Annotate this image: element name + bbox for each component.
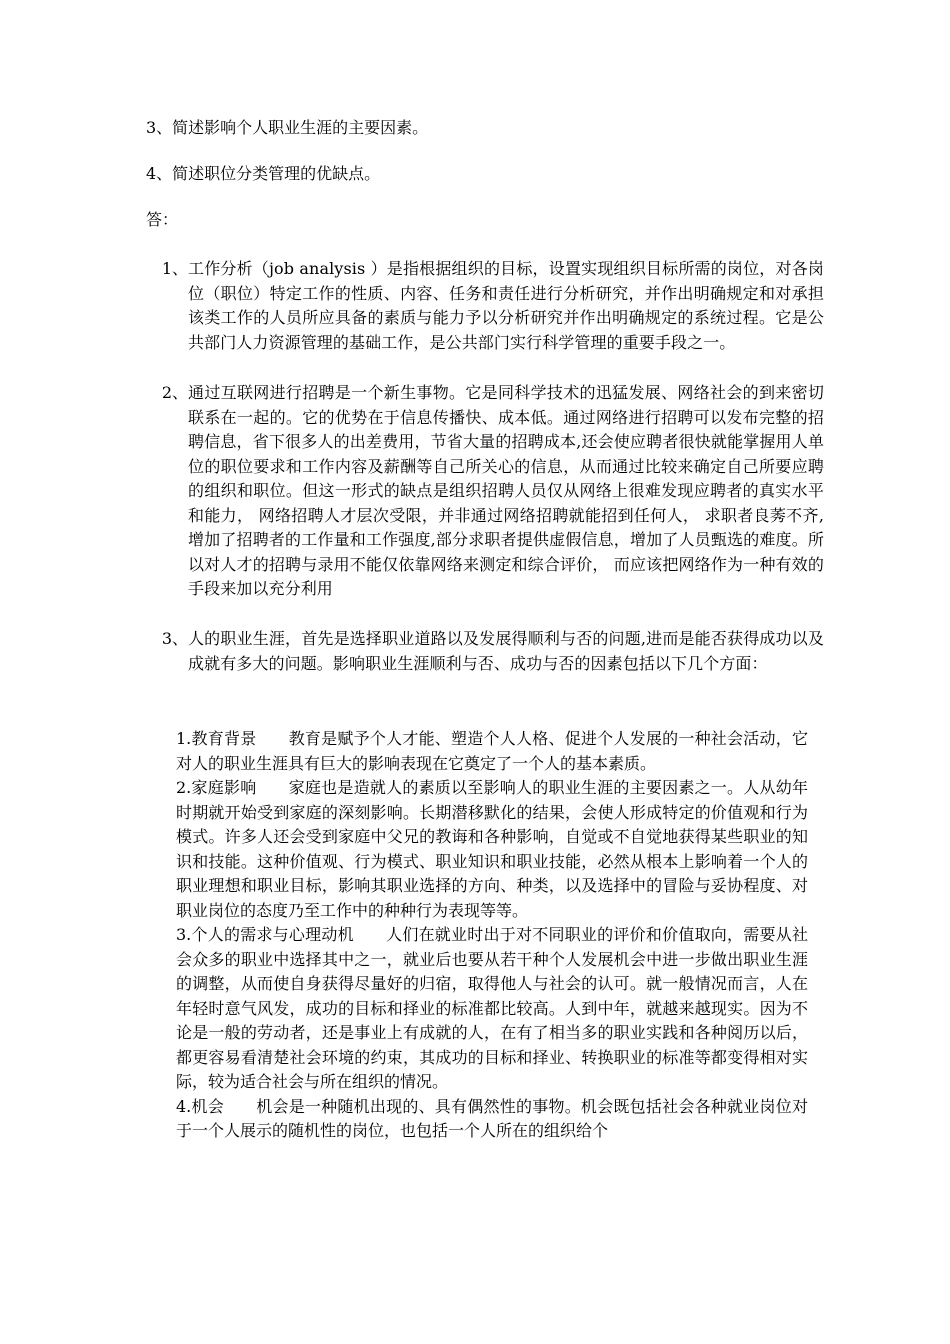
factor-heading: 3.个人的需求与心理动机 <box>176 925 354 944</box>
factor-heading: 4.机会 <box>176 1096 224 1116</box>
factor-text: 家庭也是造就人的素质以至影响人的职业生涯的主要因素之一。人从幼年时期就开始受到家庭的深刻影响。长期潜移默化的结果，会使人形成特定的价值观和行为模式。许多人还会受到家庭中父兄的教诲和各种影响，自觉或不自觉地获得某些职业的知识和技能。这种价值观、行为模式、职业知识和职业技能，必然从根本上影响着一个人的职业理想和职业目标，影响其职业选择的方向、种类，以及选择中的冒险与妥协程度、对职业岗位的态度乃至工作中的种种行为表现等等。 <box>176 778 808 920</box>
answer-text: 通过互联网进行招聘是一个新生事物。它是同科学技术的迅猛发展、网络社会的到来密切联系在一起的。它的优势在于信息传播快、成本低。通过网络进行招聘可以发布完整的招聘信息，省下很多人的出差费用，节省大量的招聘成本,还会使应聘者很快就能掌握用人单位的职位要求和工作内容及薪酬等自己所关心的信息，从而通过比较来确定自己所要应聘的组织和职位。但这一形式的缺点是组织招聘人员仅从网络上很难发现应聘者的真实水平和能力， 网络招聘人才层次受限，并非通过网络招聘就能招到任何人， 求职者良莠不齐,增加了招聘者的工作量和工作强度,部分求职者提供虚假信息，增加了人员甄选的难度。所以对人才的招聘与录用不能仅依靠网络来测定和综合评价， 而应该把网络作为一种有效的手段来加以充分利用 <box>188 383 824 598</box>
answer-number: 2、 <box>161 383 188 402</box>
answer-item-3 <box>148 627 828 676</box>
factor-text: 人们在就业时出于对不同职业的评价和价值取向，需要从社会众多的职业中选择其中之一，就业后也要从若干种个人发展机会中进一步做出职业生涯的调整，从而使自身获得尽量好的归宿，取得他人与社会的认可。就一般情况而言，人在年轻时意气风发，成功的目标和择业的标准都比较高。人到中年，就越来越现实。因为不论是一般的劳动者，还是事业上有成就的人，在有了相当多的职业实践和各种阅历以后，都更容易看清楚社会环境的约束，其成功的目标和择业、转换职业的标准等都变得相对实际，较为适合社会与所在组织的情况。 <box>176 925 808 1091</box>
question-4: 4、简述职位分类管理的优缺点。 <box>146 164 381 183</box>
factor-list <box>176 727 808 1144</box>
answer-text: 工作分析（job analysis ）是指根据组织的目标，设置实现组织目标所需的岗位，对各岗位（职位）特定工作的性质、内容、任务和责任进行分析研究，并作出明确规定和对承担该类工作的人员所应具备的素质与能力予以分析研究并作出明确规定的系统过程。它是公共部门人力资源管理的基础工作，是公共部门实行科学管理的重要手段之一。 <box>188 259 824 352</box>
factor-text: 教育是赋予个人才能、塑造个人人格、促进个人发展的一种社会活动，它对人的职业生涯具有巨大的影响表现在它奠定了一个人的基本素质。 <box>176 729 808 773</box>
factor-item-1 <box>176 727 808 776</box>
factor-item-4 <box>176 1095 808 1144</box>
answer-text: 人的职业生涯，首先是选择职业道路以及发展得顺利与否的问题,进而是能否获得成功以及成就有多大的问题。影响职业生涯顺利与否、成功与否的因素包括以下几个方面： <box>188 629 824 673</box>
factor-item-3 <box>176 923 808 1095</box>
factor-text: 机会是一种随机出现的、具有偶然性的事物。机会既包括社会各种就业岗位对于一个人展示的随机性的岗位，也包括一个人所在的组织给个 <box>176 1096 808 1140</box>
answer-number: 3、 <box>161 629 188 648</box>
answer-number: 1、 <box>161 259 188 278</box>
answer-item-2 <box>148 381 828 602</box>
answer-item-1 <box>148 257 828 355</box>
factor-item-2 <box>176 776 808 923</box>
answer-label: 答： <box>146 210 179 229</box>
question-3: 3、简述影响个人职业生涯的主要因素。 <box>146 118 429 137</box>
factor-heading: 1.教育背景 <box>176 729 257 748</box>
factor-heading: 2.家庭影响 <box>176 778 257 797</box>
